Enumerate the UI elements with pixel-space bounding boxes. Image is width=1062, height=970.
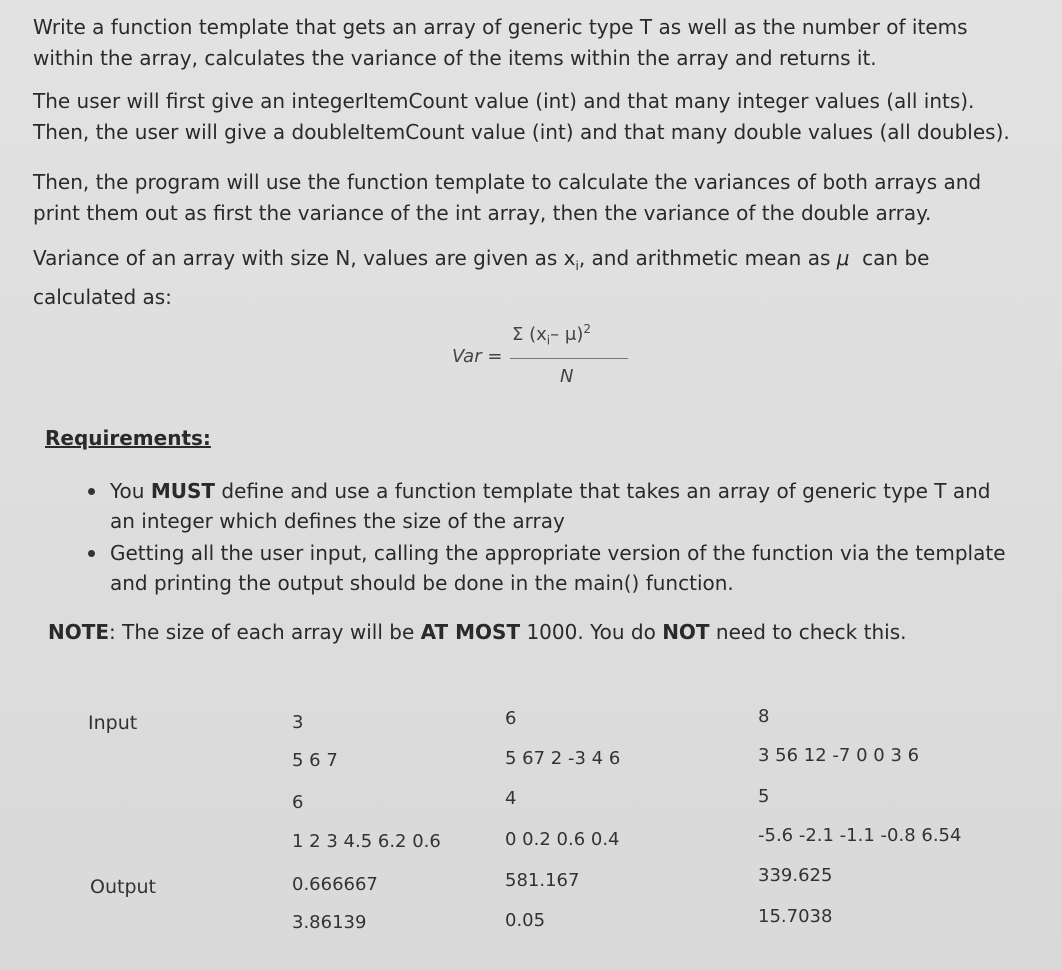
formula-denominator: N xyxy=(560,366,574,387)
example-2-input-line-3: 4 xyxy=(505,788,517,809)
example-3-output-line-2: 15.7038 xyxy=(758,906,833,927)
example-1-output-line-2: 3.86139 xyxy=(292,912,367,933)
example-2-input-line-1: 6 xyxy=(505,708,517,729)
example-1-input-line-3: 6 xyxy=(292,792,304,813)
example-2-output-line-1: 581.167 xyxy=(505,870,580,891)
paragraph-output-spec: Then, the program will use the function template to calculate the variances of both arrays and print them out as first the variance of the int array, then the variance of the double array. xyxy=(33,170,982,225)
example-1-output-line-1: 0.666667 xyxy=(292,874,378,895)
note-text: NOTE: The size of each array will be AT MOST 1000. You do NOT need to check this. xyxy=(48,620,907,644)
requirements-list xyxy=(80,476,1010,600)
example-3-input-line-4: -5.6 -2.1 -1.1 -0.8 6.54 xyxy=(758,825,962,846)
input-label: Input xyxy=(88,712,138,734)
io-examples-table xyxy=(85,700,1045,950)
example-3-input-line-3: 5 xyxy=(758,786,770,807)
example-2-output-line-2: 0.05 xyxy=(505,910,546,931)
paragraph-variance-def: Variance of an array with size N, values are given as $x_i$, and arithmetic mean as μ can be calculated as: xyxy=(33,246,930,309)
example-1-input-line-1: 3 xyxy=(292,712,304,733)
requirements-heading: Requirements: xyxy=(45,426,211,450)
example-2-input-line-2: 5 67 2 -3 4 6 xyxy=(505,748,621,769)
paragraph-input-spec: The user will first give an integerItemCount value (int) and that many integer values (all ints). Then, the user will give a doubleItemCount value (int) and that many double values (all doubles). xyxy=(33,89,1010,144)
example-3-output-line-1: 339.625 xyxy=(758,865,833,886)
variance-formula xyxy=(452,322,642,394)
fraction-bar xyxy=(510,358,628,359)
requirement-item: Getting all the user input, calling the appropriate version of the function via the template and printing the output should be done in the main() function. xyxy=(110,538,1010,598)
formula-lhs: Var = xyxy=(452,346,503,367)
example-3-input-line-1: 8 xyxy=(758,706,770,727)
example-3-input-line-2: 3 56 12 -7 0 0 3 6 xyxy=(758,745,920,766)
requirement-item: You MUST define and use a function template that takes an array of generic type T and an integer which defines the size of the array xyxy=(110,476,1010,536)
formula-numerator: Σ ($x_i-$ μ)$^2$ xyxy=(512,322,591,348)
example-2-input-line-4: 0 0.2 0.6 0.4 xyxy=(505,829,620,850)
example-1-input-line-4: 1 2 3 4.5 6.2 0.6 xyxy=(292,831,441,852)
example-1-input-line-2: 5 6 7 xyxy=(292,750,338,771)
paragraph-task: Write a function template that gets an array of generic type T as well as the number of items within the array, calculates the variance of the items within the array and returns it. xyxy=(33,15,968,70)
output-label: Output xyxy=(90,876,156,898)
